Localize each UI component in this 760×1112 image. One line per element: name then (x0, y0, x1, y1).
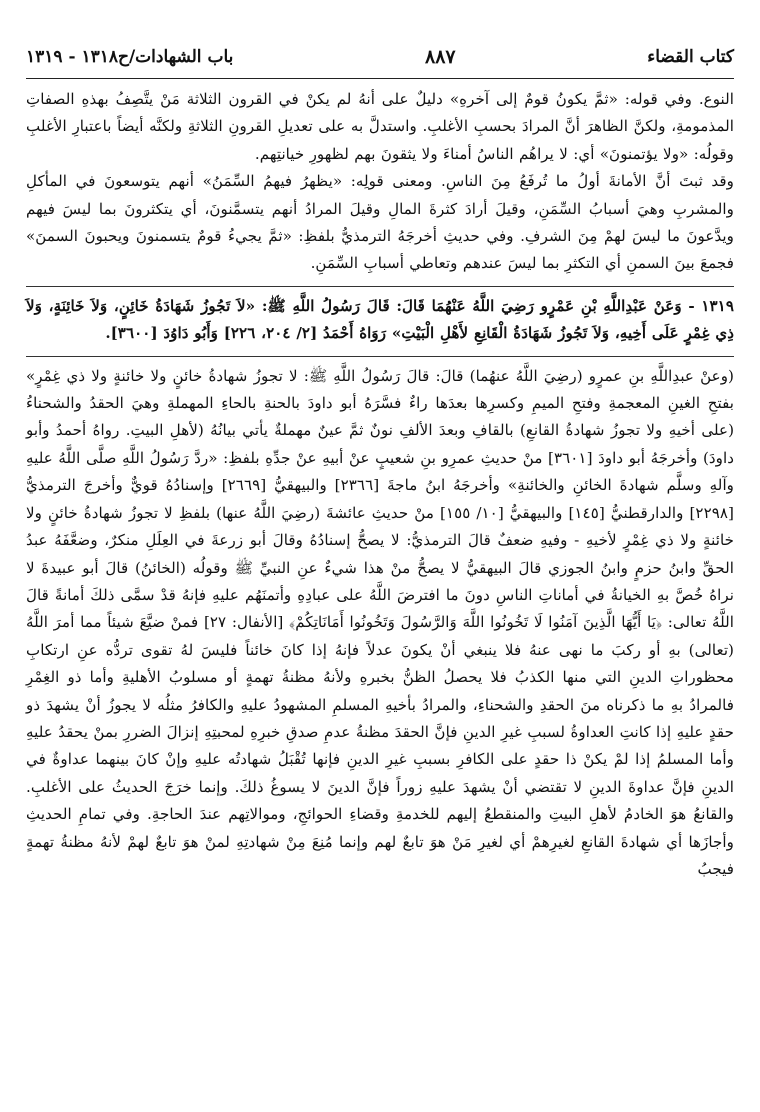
commentary-paragraph: النوع. وفي قوله: «ثمَّ يكونُ قومٌ إلى آخرهِ» دليلٌ على أنهُ لم يكنْ في القرون الثلاثة مَنْ يتَّصِفُ بهذهِ الصفاتِ المذمومةِ، ولكنَّ الظاهرَ أنَّ المرادَ بحسبِ الأغلبِ. واستدلَّ به على تعديلِ القرونِ الثلاثةِ ولكنَّه أيضاً باعتبارِ الأغلبِ وقولُه: «ولا يؤتمنونَ» أي: لا يراهُم الناسُ أمناءَ ولا يثقونَ بهم لظهورِ خيانتِهم. (26, 90, 734, 163)
hadith-text: ١٣١٩ - وَعَنْ عَبْدِاللَّهِ بْنِ عَمْرٍو رَضِيَ اللَّهُ عَنْهُمَا قَالَ: قَالَ رَسُولُ اللَّهِ ﷺ: «لاَ تَجُوزُ شَهَادَةُ خَائِنٍ، وَلاَ خَائِنَةٍ، وَلاَ ذِي غِمْرٍ عَلَى أَخِيهِ، وَلاَ تَجُوزُ شَهَادَةُ الْقَانِعِ لأَهْلِ الْبَيْتِ» رَوَاهُ أَحْمَدُ [٢/ ٢٠٤، ٢٢٦] وَأَبُو دَاوُدَ [٣٦٠٠]. (26, 296, 734, 343)
commentary-paragraph: (وعنْ عبدِاللَّهِ بنِ عمرٍو (رضِيَ اللَّهُ عنهُما) قالَ: قالَ رَسُولُ اللَّهِ ﷺ: لا تجوزُ شهادةُ خائنٍ ولا خائنةٍ ولا ذي غِمْرٍ» بفتحِ الغينِ المعجمةِ وفتحِ الميمِ وكسرِها بعدَها راءٌ فسَّرَهُ أبو داودَ بالحنةِ بالحاءِ المهملةِ وهيَ الحقدُ والشحناءُ (على أخيهِ ولا تجوزُ شهادةُ القانعِ) بالقافِ وبعدَ الألفِ نونٌ ثمَّ عينٌ مهملةٌ يأتي بيانُهُ (لأهلِ البيتِ. رواهُ أحمدُ وأبو داودَ) وأخرجَهُ أبو داودَ [٣٦٠١] منْ حديثِ عمرِو بنِ شعيبٍ عنْ أبيهِ عنْ جدِّهِ بلفظِ: «ردَّ رَسُولُ اللَّهِ صلَّى اللَّهُ عليهِ وآلهِ وسلَّم شهادةَ الخائنِ والخائنةِ» وأخرجَهُ ابنُ ماجةَ [٢٣٦٦] والبيهقيُّ [٢٦٦٩] وإسنادُهُ قويٌّ وأخرجَ الترمذيُّ [٢٢٩٨] والدارقطنيُّ [١٤٥] والبيهقيُّ [١٠/ ١٥٥] منْ حديثِ عائشةَ (رضِيَ اللَّهُ عنها) بلفظِ لا تجوزُ شهادةُ خائنٍ ولا خائنةٍ ولا ذي غِمْرٍ لأخيهِ - وفيهِ ضعفٌ قالَ الترمذيُّ: لا يصحُّ إسنادُهُ وقالَ أبو زرعةَ في العِلَلِ منكرٌ، وضعَّفَهُ عبدُ الحقِّ وابنُ حزمٍ وابنُ الجوزي قالَ البيهقيُّ لا يصحُّ منْ هذا شيءٌ عنِ النبيِّ ﷺ وقولُه (الخائنُ) قالَ أبو عبيدةَ لا نراهُ خُصَّ بهِ الخيانةُ في أماناتِ الناسِ دونَ ما افترضَ اللَّهُ على عبادِهِ وأتمنَهُم عليهِ فإنهُ قدْ سمَّى ذلكَ أمانةً قالَ اللَّهُ تعالى: ﴿يَا أَيُّهَا الَّذِينَ آمَنُوا لَا تَخُونُوا اللَّهَ وَالرَّسُولَ وَتَخُونُوا أَمَانَاتِكُمْ﴾ [الأنفال: ٢٧] فمنْ ضيَّعَ شيئاً مما أمرَ اللَّهُ (تعالى) بهِ أو ركبَ ما نهى عنهُ فلا ينبغي أنْ يكونَ عدلاً فإنهُ إذا كانَ خائناً فليسَ لهُ تقوى تردُّه عنِ ارتكابِ محظوراتِ الدينِ التي منها الكذبُ فلا يحصلُ الظنُّ بخبرهِ ولأنهُ مظنةُ تهمةٍ أو مسلوبُ الأهليةِ وأما ذو الغِمْرِ فالمرادُ بهِ ما ذكرناه منَ الحقدِ والشحناءِ، والمرادُ بأخيهِ المسلمِ المشهودُ عليهِ والكافرُ مثلُه لا يجوزُ أنْ يشهدَ ذو حقدٍ عليهِ إذا كانتِ العداوةُ لسببِ غيرِ الدينِ فإنَّ الحقدَ مظنةُ عدمِ صدقِ خبرِهِ لمحبتِهِ إنزالَ الضررِ بمنْ يحقدُ عليهِ وأما المسلمُ إذا لمْ يكنْ ذا حقدٍ على الكافرِ بسببِ غيرِ الدينِ فإنها تُقْبَلُ شهادتُه عليهِ وإنْ كانَ بينهما عداوةٌ في الدينِ فإنَّ عداوةَ الدينِ لا تقتضي أنْ يشهدَ عليهِ زوراً فإنَّ الدينَ لا يسوغُ ذلكَ. وإنما خرَجَ الحديثُ على الأغلبِ. والقانعُ هوَ الخادمُ لأهلِ البيتِ والمنقطعُ إليهم للخدمةِ وقضاءِ الحوائجِ، وموالاتِهم عندَ الحاجةِ. وفي تمامِ الحديثِ وأجازَها أي شهادةَ القانعِ لغيرِهمْ أي لغيرِ مَنْ هوَ تابعٌ لهم وإنما مُنِعَ مِنْ شهادتِهِ لمنْ هوَ تابعٌ لهمْ لأنهُ مظنةُ تهمةٍ فيجبُ (26, 366, 734, 878)
page-body (26, 86, 734, 883)
commentary-paragraph: وقد ثبتَ أنَّ الأمانةَ أولُ ما تُرفَعُ مِنَ الناسِ. ومعنى قولِه: «يظهرُ فيهمُ السِّمَنُ» أنهم يتوسعونَ في المأكلِ والمشربِ وهيَ أسبابُ السِّمَنِ، وقيلَ أرادَ كثرةَ المالِ وقيلَ المرادُ أنهم يتسمَّنونَ، أي يتكثرونَ بما ليسَ فيهم ويدَّعونَ ما ليسَ لهمْ مِنَ الشرفِ. وفي حديثِ أخرجَهُ الترمذيُّ بلفظِ: «ثمَّ يجيءُ قومٌ يتسمنونَ ويحبونَ السمنَ» فجمعَ بينَ السمنِ أي التكثرِ بما ليسَ عندهم وتعاطي أسبابِ السِّمَنِ. (26, 172, 734, 273)
page-number: ٨٨٧ (425, 46, 456, 68)
header-chapter-title: باب الشهادات/ح١٣١٨ - ١٣١٩ (26, 47, 234, 67)
running-header (26, 40, 734, 74)
section-divider (26, 286, 734, 287)
header-book-title: كتاب القضاء (647, 47, 734, 67)
header-rule (26, 78, 734, 79)
section-divider (26, 356, 734, 357)
